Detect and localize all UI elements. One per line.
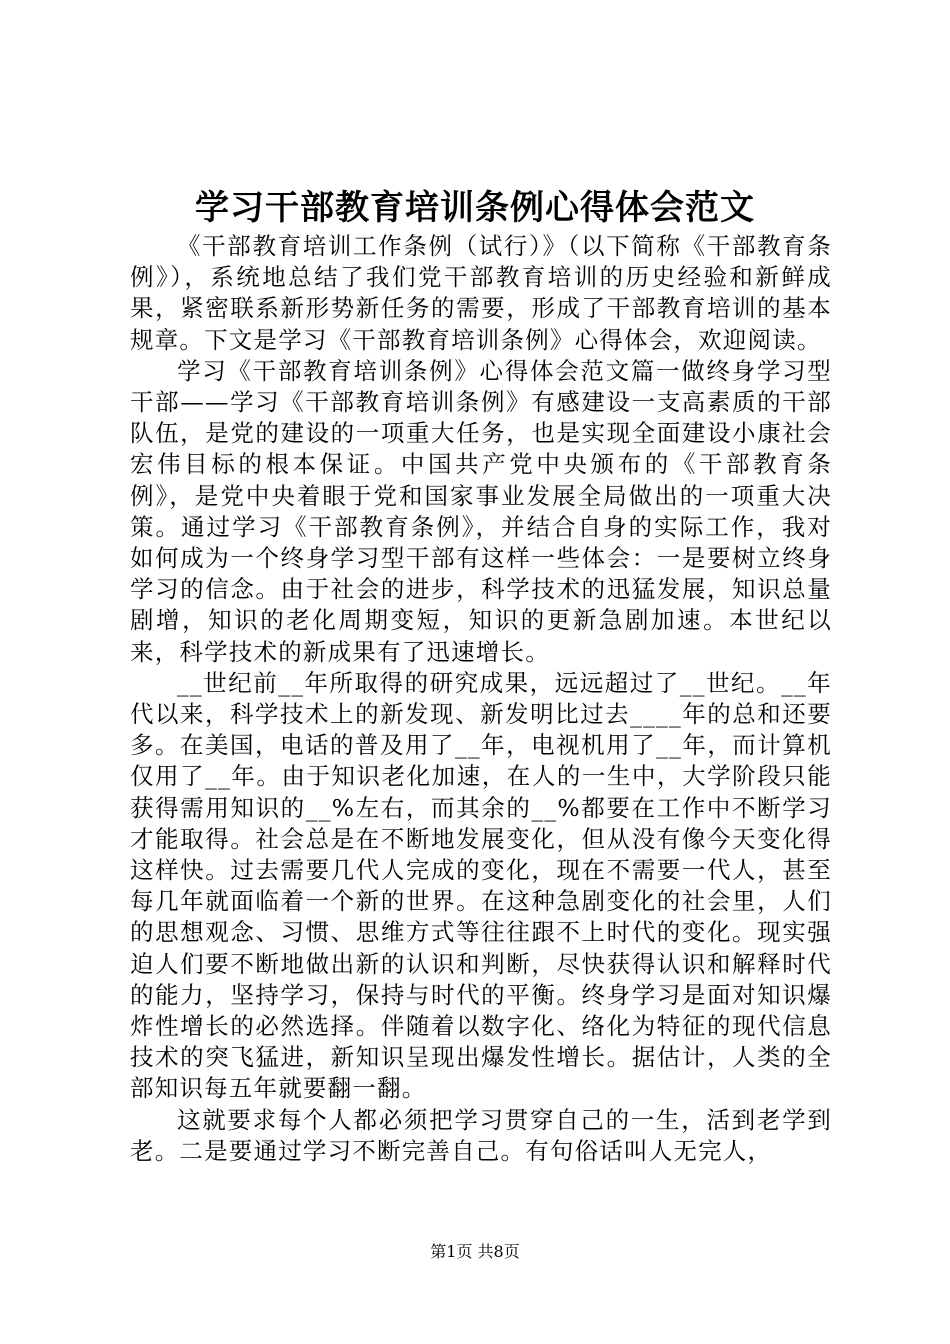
paragraph-article-one: 学习《干部教育培训条例》心得体会范文篇一做终身学习型干部——学习《干部教育培训条例》有感建设一支高素质的干部队伍，是党的建设的一项重大任务，也是实现全面建设小康社会宏伟目标的根本保证。中国共产党中央颁布的《干部教育条例》，是党中央着眼于党和国家事业发展全局做出的一项重大决策。通过学习《干部教育条例》，并结合自身的实际工作，我对如何成为一个终身学习型干部有这样一些体会：一是要树立终身学习的信念。由于社会的进步，科学技术的迅猛发展，知识总量剧增，知识的老化周期变短，知识的更新急剧加速。本世纪以来，科学技术的新成果有了迅速增长。 — [130, 356, 832, 666]
paragraph-knowledge-growth: __世纪前__年所取得的研究成果，远远超过了__世纪。__年代以来，科学技术上的新发现、新发明比过去____年的总和还要多。在美国，电话的普及用了__年，电视机用了__年，而计算机仅用了__年。由于知识老化加速，在人的一生中，大学阶段只能获得需用知识的__%左右，而其余的__%都要在工作中不断学习才能取得。社会总是在不断地发展变化，但从没有像今天变化得这样快。过去需要几代人完成的变化，现在不需要一代人，甚至每几年就面临着一个新的世界。在这种急剧变化的社会里，人们的思想观念、习惯、思维方式等往往跟不上时代的变化。现实强迫人们要不断地做出新的认识和判断，尽快获得认识和解释时代的能力，坚持学习，保持与时代的平衡。终身学习是面对知识爆炸性增长的必然选择。伴随着以数字化、络化为特征的现代信息技术的突飞猛进，新知识呈现出爆发性增长。据估计，人类的全部知识每五年就要翻一翻。 — [130, 668, 832, 1103]
document-body — [130, 231, 832, 1167]
paragraph-intro: 《干部教育培训工作条例（试行）》（以下简称《干部教育条例》），系统地总结了我们党干部教育培训的历史经验和新鲜成果，紧密联系新形势新任务的需要，形成了干部教育培训的基本规章。下文是学习《干部教育培训条例》心得体会，欢迎阅读。 — [130, 232, 832, 354]
page-number-footer: 第1页 共8页 — [430, 1242, 520, 1261]
document-title: 学习干部教育培训条例心得体会范文 — [195, 188, 755, 228]
paragraph-lifelong-learning: 这就要求每个人都必须把学习贯穿自己的一生，活到老学到老。二是要通过学习不断完善自己。有句俗话叫人无完人， — [130, 1105, 832, 1165]
